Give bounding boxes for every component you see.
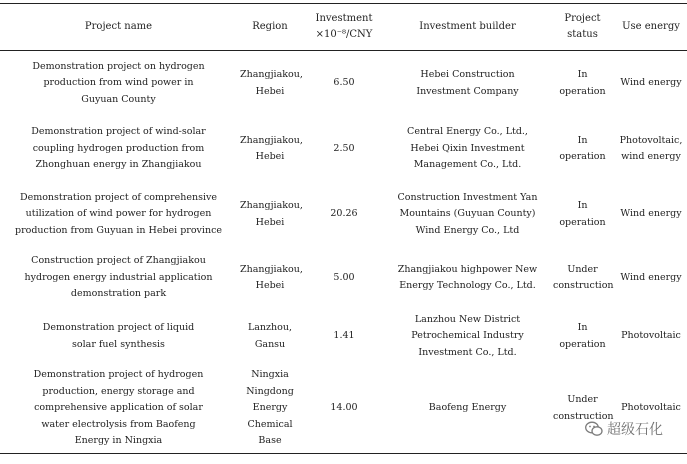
project-name-cell-line: Guyuan County [81, 93, 156, 105]
region-cell-line: Zhangjiakou, [240, 263, 303, 275]
region-cell [237, 309, 303, 364]
builder-cell [385, 116, 550, 182]
use-energy-cell-line: Photovoltaic [621, 330, 681, 342]
project-name-cell-line: Demonstration project of hydrogen [33, 369, 204, 381]
header-builder: Investment builder [385, 4, 550, 51]
status-cell-line: In [577, 134, 588, 146]
region-cell-line: Zhangjiakou, [240, 69, 303, 80]
investment-cell: 6.50 [333, 77, 355, 89]
project-name-cell-line: utilization of wind power for hydrogen [25, 208, 212, 220]
builder-cell-line: Management Co., Ltd. [413, 159, 522, 171]
project-name-cell-line: Demonstration project on hydrogen [32, 60, 205, 72]
investment-cell: 20.26 [330, 208, 358, 220]
project-name-cell-line: Demonstration project of wind-solar [31, 126, 206, 138]
status-cell [550, 364, 615, 454]
status-cell-line: construction [553, 280, 614, 291]
use-energy-cell-line: Wind energy [620, 271, 682, 283]
project-table-container [0, 3, 687, 454]
table-row [0, 116, 687, 182]
builder-cell [385, 51, 550, 117]
region-cell-line: Ningxia Ningdong [246, 369, 294, 397]
builder-cell-line: Wind Energy Co., Ltd [415, 224, 520, 236]
region-cell [237, 247, 303, 309]
investment-cell: 5.00 [333, 271, 355, 283]
project-name-cell [0, 116, 237, 182]
table-row [0, 309, 687, 364]
builder-cell [385, 247, 550, 309]
header-region: Region [237, 4, 303, 51]
use-energy-cell [615, 247, 687, 309]
project-name-cell [0, 51, 237, 117]
project-name-cell-line: Demonstration project of comprehensive [19, 191, 218, 203]
status-cell-line: In [577, 200, 588, 211]
project-name-cell-line: Construction project of Zhangjiakou [31, 255, 206, 267]
region-cell [237, 182, 303, 247]
builder-cell-line: Zhangjiakou highpower New [397, 263, 538, 275]
builder-cell-line: Hebei Construction [420, 69, 515, 80]
header-status [550, 4, 615, 51]
use-energy-cell [615, 51, 687, 117]
project-name-cell-line: comprehensive application of solar [34, 402, 203, 414]
project-name-cell-line: production, energy storage and [42, 385, 195, 397]
project-name-cell-line: Energy in Ningxia [74, 435, 163, 447]
project-name-cell-line: water electrolysis from Baofeng [41, 418, 196, 430]
wechat-icon [585, 421, 603, 437]
region-cell-line: Gansu [254, 338, 286, 350]
use-energy-cell-line: Wind energy [620, 77, 682, 89]
builder-cell-line: Construction Investment Yan [397, 191, 538, 203]
builder-cell-line: Baofeng Energy [428, 402, 507, 414]
use-energy-cell [615, 116, 687, 182]
region-cell [237, 116, 303, 182]
use-energy-cell [615, 309, 687, 364]
header-status-line1: Project [564, 13, 601, 24]
status-cell-line: Under [567, 263, 598, 275]
status-cell-line: operation [559, 151, 606, 162]
builder-cell-line: Investment Co., Ltd. [418, 346, 517, 358]
project-name-cell-line: Demonstration project of liquid [42, 322, 195, 333]
project-name-cell-line: solar fuel synthesis [72, 338, 165, 350]
region-cell [237, 364, 303, 454]
builder-cell-line: Lanzhou New District [414, 313, 521, 325]
investment-cell: 1.41 [333, 330, 355, 342]
table-row [0, 51, 687, 117]
header-investment-line1: Investment [315, 13, 373, 24]
status-cell-line: Under [567, 394, 598, 405]
watermark [585, 419, 663, 439]
region-cell-line: Hebei [255, 280, 285, 291]
header-status-line2: status [567, 29, 598, 40]
header-investment [303, 4, 385, 51]
region-cell-line: Zhangjiakou, [240, 200, 303, 211]
project-name-cell-line: Zhonghuan energy in Zhangjiakou [35, 159, 202, 171]
region-cell-line: Hebei [255, 216, 285, 228]
header-row [0, 4, 687, 51]
project-name-cell-line: coupling hydrogen production from [32, 142, 205, 154]
status-cell-line: operation [559, 338, 606, 350]
status-cell-line: construction [553, 410, 614, 422]
region-cell-line: Lanzhou, [247, 322, 293, 333]
header-project-name: Project name [0, 4, 237, 51]
status-cell-line: operation [559, 85, 606, 97]
builder-cell-line: Petrochemical Industry [411, 330, 524, 342]
status-cell-line: operation [559, 216, 606, 228]
project-name-cell [0, 182, 237, 247]
use-energy-cell-line: Photovoltaic, [619, 134, 683, 146]
project-name-cell-line: demonstration park [70, 288, 167, 300]
project-name-cell [0, 364, 237, 454]
builder-cell-line: Mountains (Guyuan County) [399, 208, 536, 220]
status-cell [550, 182, 615, 247]
region-cell [237, 51, 303, 117]
region-cell-line: Energy Chemical [247, 402, 293, 430]
use-energy-cell-line: Photovoltaic [621, 402, 681, 414]
header-use-energy: Use energy [615, 4, 687, 51]
status-cell [550, 116, 615, 182]
use-energy-cell-line: wind energy [621, 151, 681, 162]
builder-cell-line: Central Energy Co., Ltd., [407, 126, 528, 138]
builder-cell-line: Hebei Qixin Investment [410, 142, 525, 154]
builder-cell-line: Investment Company [416, 85, 519, 97]
status-cell-line: In [577, 69, 588, 80]
project-name-cell-line: hydrogen energy industrial application [24, 271, 213, 283]
use-energy-cell-line: Wind energy [620, 208, 682, 220]
project-name-cell-line: production from Guyuan in Hebei province [14, 224, 223, 236]
table-row [0, 182, 687, 247]
builder-cell-line: Energy Technology Co., Ltd. [399, 280, 536, 291]
use-energy-cell [615, 364, 687, 454]
status-cell [550, 247, 615, 309]
builder-cell [385, 182, 550, 247]
builder-cell [385, 309, 550, 364]
project-name-cell [0, 309, 237, 364]
region-cell-line: Hebei [255, 85, 285, 97]
table-row [0, 364, 687, 454]
hydrogen-projects-table [0, 3, 687, 454]
project-name-cell-line: production from wind power in [43, 77, 194, 89]
region-cell-line: Zhangjiakou, [240, 134, 303, 146]
table-row [0, 247, 687, 309]
investment-cell: 14.00 [303, 364, 385, 454]
project-name-cell [0, 247, 237, 309]
region-cell-line: Hebei [255, 151, 285, 162]
builder-cell [385, 364, 550, 454]
status-cell [550, 51, 615, 117]
use-energy-cell [615, 182, 687, 247]
status-cell [550, 309, 615, 364]
investment-cell: 2.50 [333, 142, 355, 154]
header-investment-line2: ×10⁻⁸/CNY [315, 29, 373, 40]
status-cell-line: In [577, 322, 588, 333]
watermark-text: 超级石化 [607, 422, 663, 438]
region-cell-line: Base [258, 435, 282, 447]
